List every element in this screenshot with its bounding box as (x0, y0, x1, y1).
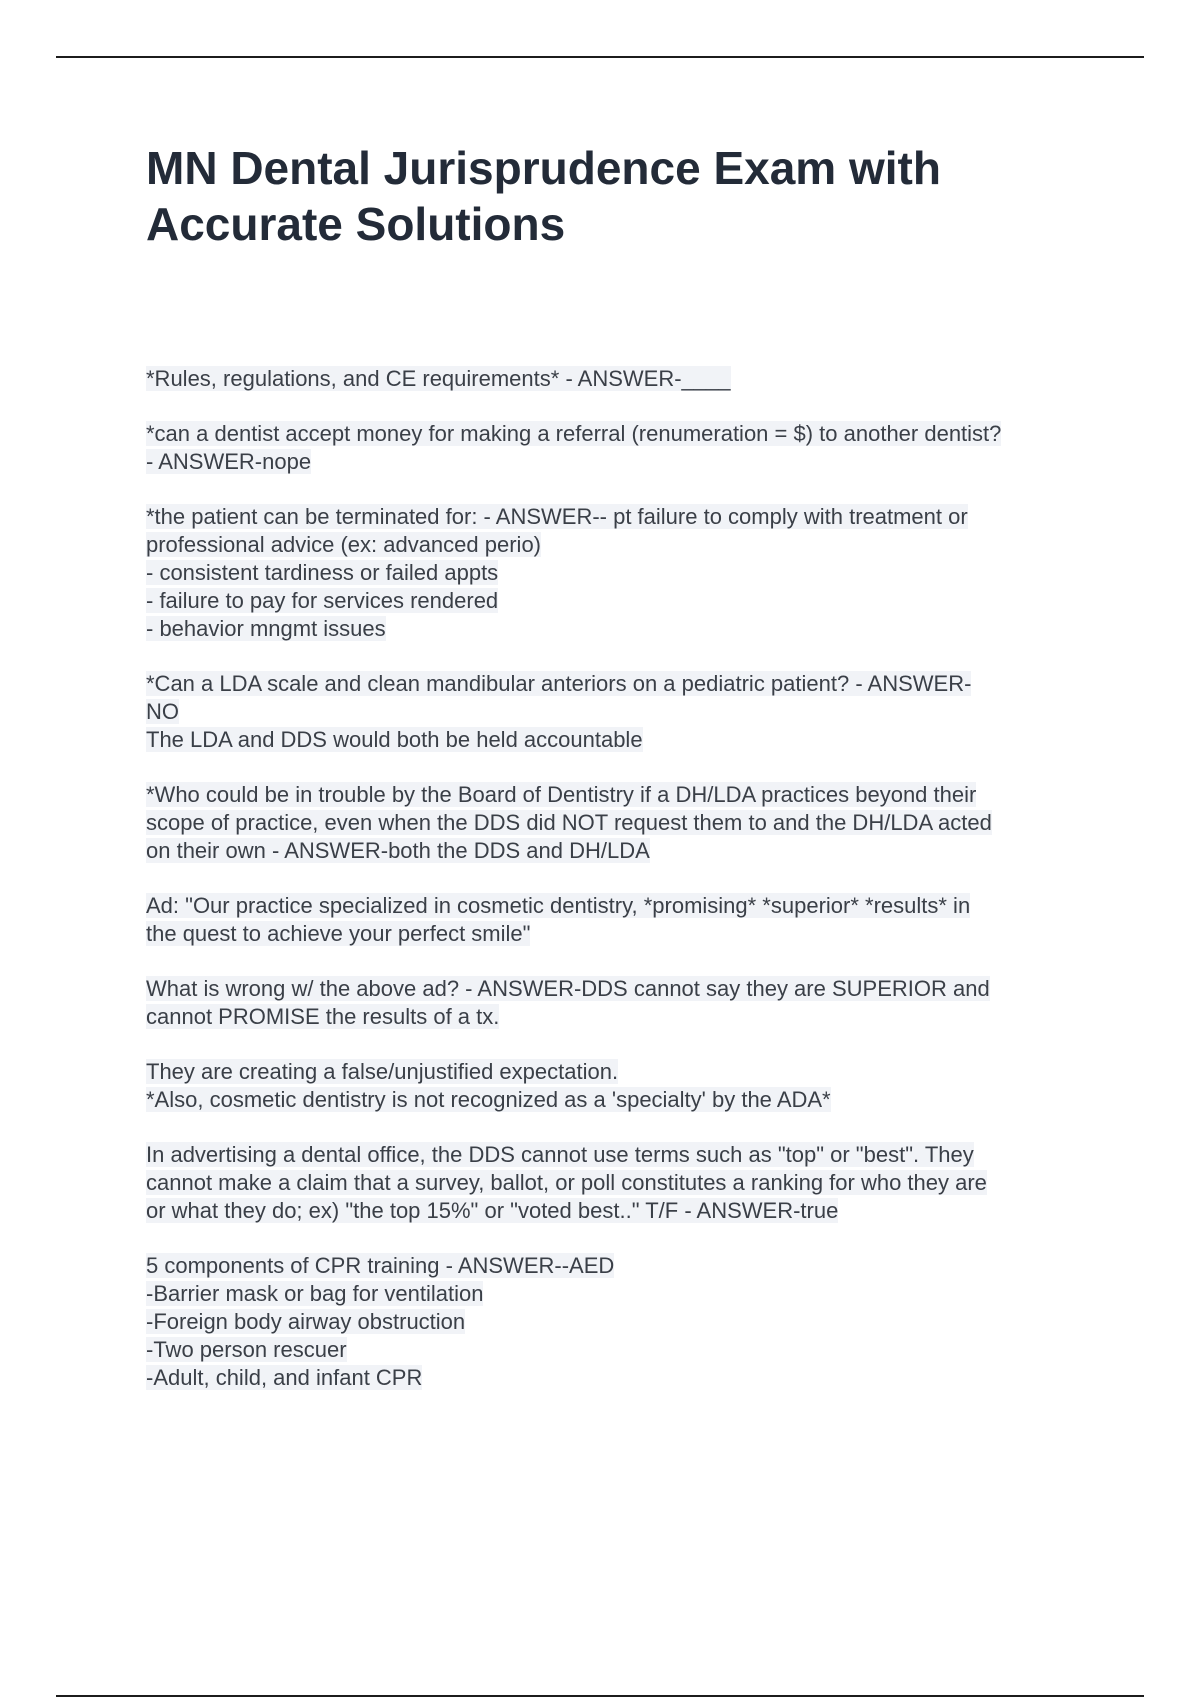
qa-entry-line (146, 1141, 1096, 1169)
qa-entry-text: - ANSWER-nope (146, 449, 312, 474)
qa-entry-line (146, 809, 1096, 837)
qa-entry-line (146, 420, 1096, 448)
qa-entry-text: The LDA and DDS would both be held accountable (146, 727, 643, 752)
qa-entry-text: -Adult, child, and infant CPR (146, 1365, 423, 1390)
qa-entry-text: or what they do; ex) "the top 15%" or "voted best.." T/F - ANSWER-true (146, 1198, 839, 1223)
qa-entry-text: the quest to achieve your perfect smile" (146, 921, 531, 946)
qa-entry-line (146, 726, 1096, 754)
qa-entry-line (146, 559, 1096, 587)
qa-entry-line (146, 1280, 1096, 1308)
qa-list (146, 365, 1096, 1392)
qa-entry-line (146, 365, 1096, 393)
qa-entry (146, 975, 1096, 1031)
qa-entry (146, 781, 1096, 865)
title-line-2: Accurate Solutions (146, 198, 566, 250)
qa-entry-line (146, 503, 1096, 531)
qa-entry-text: What is wrong w/ the above ad? - ANSWER-DDS cannot say they are SUPERIOR and (146, 976, 990, 1001)
qa-entry-line (146, 1197, 1096, 1225)
qa-entry-text: *Also, cosmetic dentistry is not recognized as a 'specialty' by the ADA* (146, 1087, 831, 1112)
qa-entry-text: Ad: "Our practice specialized in cosmetic dentistry, *promising* *superior* *results* in (146, 893, 971, 918)
qa-entry (146, 670, 1096, 754)
qa-entry-line (146, 1086, 1096, 1114)
qa-entry (146, 1141, 1096, 1225)
document-title (146, 140, 1096, 252)
qa-entry-line (146, 1364, 1096, 1392)
qa-entry-text: In advertising a dental office, the DDS cannot use terms such as "top" or "best". They (146, 1142, 974, 1167)
qa-entry-line (146, 448, 1096, 476)
qa-entry-text: cannot PROMISE the results of a tx. (146, 1004, 500, 1029)
qa-entry-text: NO (146, 699, 179, 724)
qa-entry-line (146, 837, 1096, 865)
qa-entry-text: - consistent tardiness or failed appts (146, 560, 499, 585)
bottom-rule (56, 1695, 1144, 1697)
qa-entry (146, 503, 1096, 643)
qa-entry-text: *Who could be in trouble by the Board of Dentistry if a DH/LDA practices beyond their (146, 782, 977, 807)
title-line-1: MN Dental Jurisprudence Exam with (146, 142, 941, 194)
qa-entry-text: professional advice (ex: advanced perio) (146, 532, 542, 557)
qa-entry-text: 5 components of CPR training - ANSWER--AED (146, 1253, 615, 1278)
qa-entry (146, 365, 1096, 393)
qa-entry-line (146, 1003, 1096, 1031)
qa-entry (146, 1252, 1096, 1392)
page-content (146, 140, 1096, 1419)
qa-entry-text: *Rules, regulations, and CE requirements* - ANSWER-____ (146, 366, 731, 391)
qa-entry-line (146, 975, 1096, 1003)
qa-entry-text: *the patient can be terminated for: - ANSWER-- pt failure to comply with treatment or (146, 504, 968, 529)
top-rule (56, 56, 1144, 58)
qa-entry-line (146, 920, 1096, 948)
qa-entry-line (146, 1336, 1096, 1364)
qa-entry-line (146, 698, 1096, 726)
qa-entry-line (146, 1252, 1096, 1280)
qa-entry-line (146, 1308, 1096, 1336)
qa-entry-line (146, 1058, 1096, 1086)
qa-entry (146, 1058, 1096, 1114)
qa-entry-text: cannot make a claim that a survey, ballot, or poll constitutes a ranking for who they are (146, 1170, 987, 1195)
qa-entry-line (146, 531, 1096, 559)
qa-entry-text: scope of practice, even when the DDS did NOT request them to and the DH/LDA acted (146, 810, 992, 835)
qa-entry-text: -Barrier mask or bag for ventilation (146, 1281, 484, 1306)
qa-entry-text: *can a dentist accept money for making a referral (renumeration = $) to another dentist? (146, 421, 1002, 446)
qa-entry-text: - behavior mngmt issues (146, 616, 386, 641)
qa-entry-text: They are creating a false/unjustified expectation. (146, 1059, 619, 1084)
qa-entry-text: -Foreign body airway obstruction (146, 1309, 466, 1334)
qa-entry-text: *Can a LDA scale and clean mandibular anteriors on a pediatric patient? - ANSWER- (146, 671, 972, 696)
qa-entry (146, 892, 1096, 948)
qa-entry-line (146, 670, 1096, 698)
qa-entry-text: -Two person rescuer (146, 1337, 347, 1362)
qa-entry-line (146, 1169, 1096, 1197)
qa-entry-text: - failure to pay for services rendered (146, 588, 499, 613)
qa-entry-line (146, 587, 1096, 615)
qa-entry (146, 420, 1096, 476)
qa-entry-line (146, 892, 1096, 920)
qa-entry-line (146, 781, 1096, 809)
qa-entry-text: on their own - ANSWER-both the DDS and DH/LDA (146, 838, 650, 863)
qa-entry-line (146, 615, 1096, 643)
